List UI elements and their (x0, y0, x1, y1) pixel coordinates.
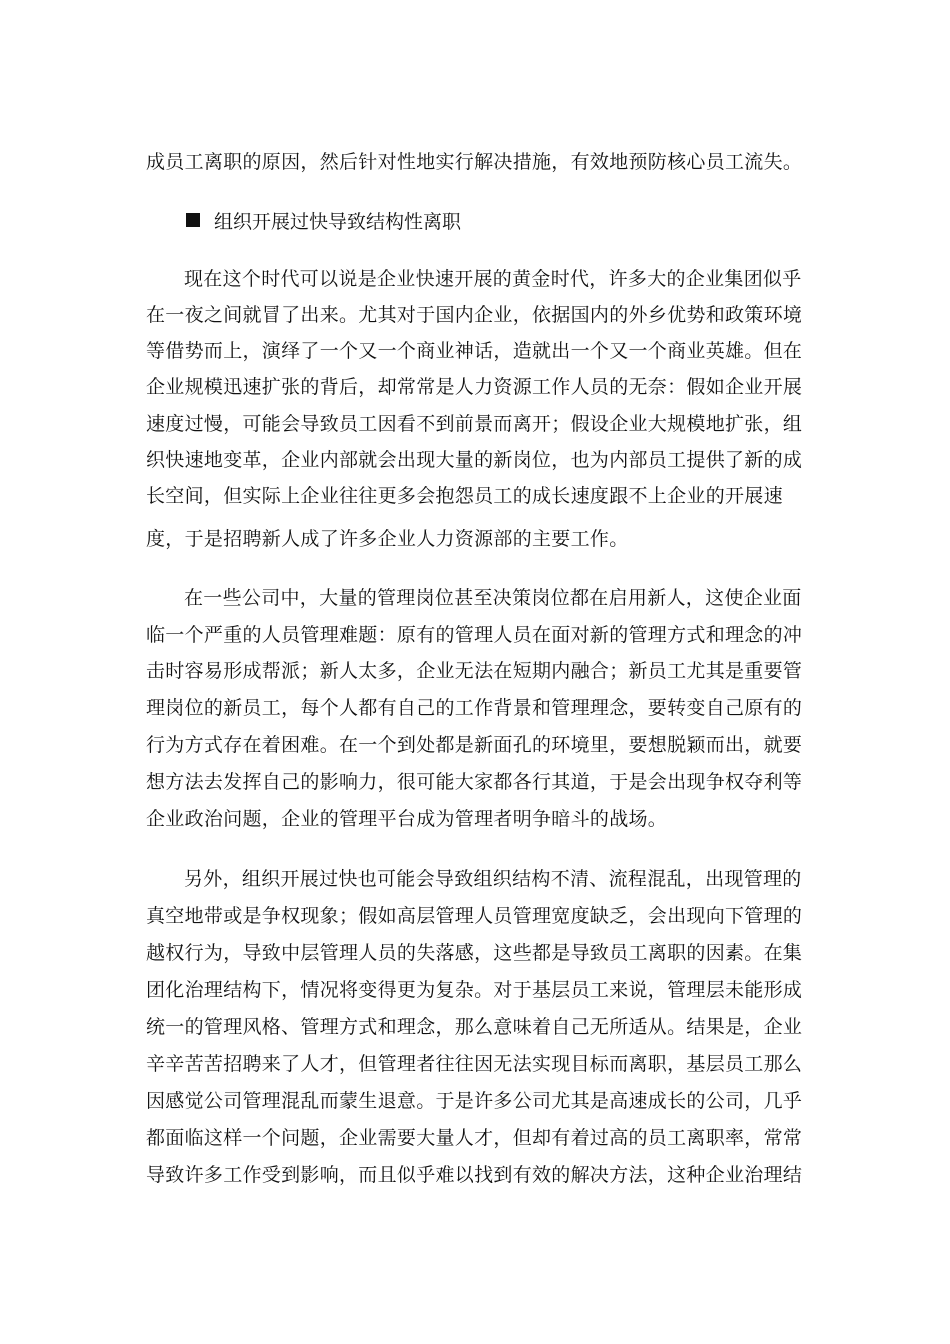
text-line: 都面临这样一个问题，企业需要大量人才，但却有着过高的员工离职率，常常 (146, 1127, 803, 1149)
text-line: 企业规模迅速扩张的背后，却常常是人力资源工作人员的无奈：假如企业开展 (146, 376, 803, 398)
text-line: 等借势而上，演绎了一个又一个商业神话，造就出一个又一个商业英雄。但在 (146, 340, 803, 362)
text-line: 越权行为，导致中层管理人员的失落感，这些都是导致员工离职的因素。在集 (146, 942, 803, 964)
text-line: 在一些公司中，大量的管理岗位甚至决策岗位都在启用新人，这使企业面 (184, 587, 802, 609)
text-line: 击时容易形成帮派；新人太多，企业无法在短期内融合；新员工尤其是重要管 (146, 660, 803, 682)
text-line: 现在这个时代可以说是企业快速开展的黄金时代，许多大的企业集团似乎 (184, 268, 802, 290)
text-line: 导致许多工作受到影响，而且似乎难以找到有效的解决方法，这种企业治理结 (146, 1164, 803, 1186)
text-line: 企业政治问题，企业的管理平台成为管理者明争暗斗的战场。 (146, 808, 668, 830)
text-line: 真空地带或是争权现象；假如高层管理人员管理宽度缺乏，会出现向下管理的 (146, 905, 803, 927)
text-line: 因感觉公司管理混乱而蒙生退意。于是许多公司尤其是高速成长的公司，几乎 (146, 1090, 803, 1112)
text-line: 辛辛苦苦招聘来了人才，但管理者往往因无法实现目标而离职，基层员工那么 (146, 1053, 803, 1075)
text-line: 统一的管理风格、管理方式和理念，那么意味着自己无所适从。结果是，企业 (146, 1016, 803, 1038)
section-heading-text: 组织开展过快导致结构性离职 (214, 210, 462, 233)
text-line: 速度过慢，可能会导致员工因看不到前景而离开；假设企业大规模地扩张，组 (146, 413, 803, 435)
text-line: 理岗位的新员工，每个人都有自己的工作背景和管理理念，要转变自己原有的 (146, 697, 803, 719)
text-line: 度，于是招聘新人成了许多企业人力资源部的主要工作。 (146, 528, 629, 550)
text-line: 行为方式存在着困难。在一个到处都是新面孔的环境里，要想脱颖而出，就要 (146, 734, 803, 756)
text-line: 团化治理结构下，情况将变得更为复杂。对于基层员工来说，管理层未能形成 (146, 979, 803, 1001)
text-line: 另外，组织开展过快也可能会导致组织结构不清、流程混乱，出现管理的 (184, 868, 802, 890)
text-line: 成员工离职的原因，然后针对性地实行解决措施，有效地预防核心员工流失。 (146, 151, 803, 173)
text-line: 在一夜之间就冒了出来。尤其对于国内企业，依据国内的外乡优势和政策环境 (146, 304, 803, 326)
text-line: 长空间，但实际上企业往往更多会抱怨员工的成长速度跟不上企业的开展速 (146, 485, 783, 507)
text-line: 临一个严重的人员管理难题：原有的管理人员在面对新的管理方式和理念的冲 (146, 624, 803, 646)
section-heading (186, 207, 461, 233)
black-square-icon (186, 213, 200, 227)
text-line: 想方法去发挥自己的影响力，很可能大家都各行其道，于是会出现争权夺利等 (146, 771, 803, 793)
text-line: 织快速地变革，企业内部就会出现大量的新岗位，也为内部员工提供了新的成 (146, 449, 803, 471)
